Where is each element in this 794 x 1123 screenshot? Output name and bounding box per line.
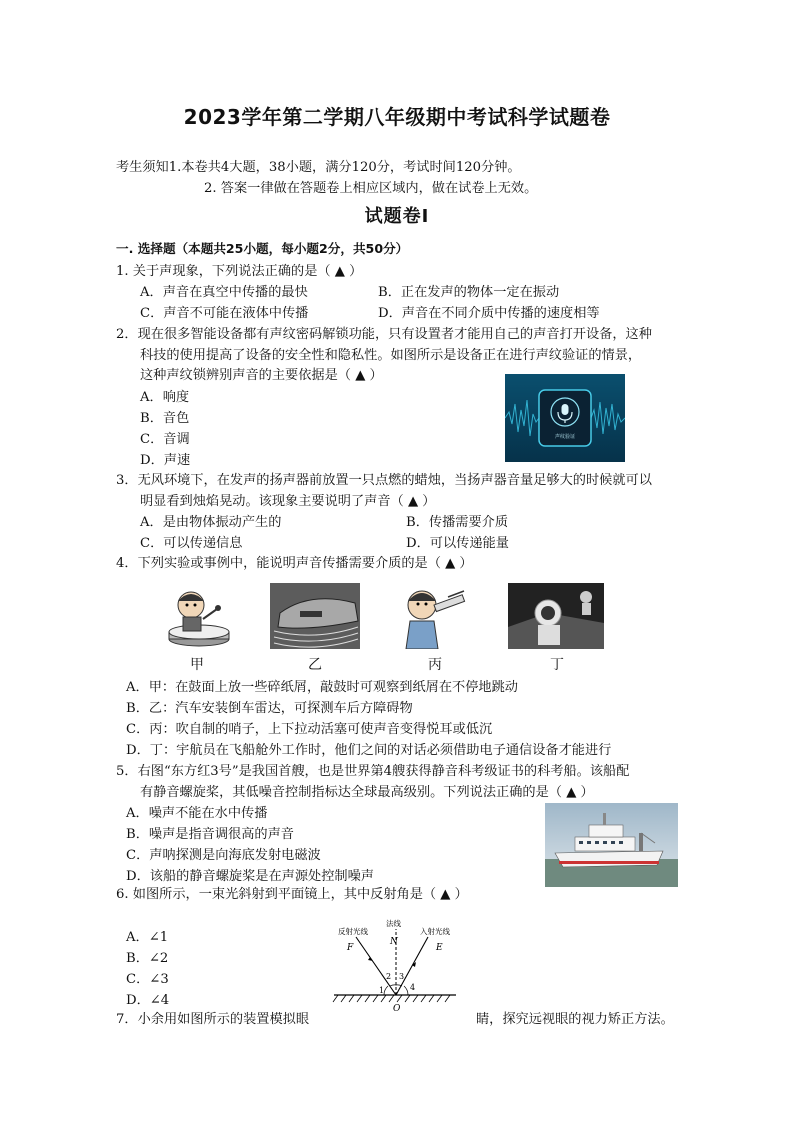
q2-option-a: A．响度 [140, 390, 190, 405]
q6-option-a: A．∠1 [126, 930, 169, 945]
q4-option-c: C．丙：吹自制的哨子，上下拉动活塞可使声音变得悦耳或低沉 [126, 722, 493, 737]
incident-ray-label: 入射光线 [420, 927, 450, 936]
angle-2: 2 [386, 972, 392, 981]
q3-stem-1: 3．无风环境下，在发声的扬声器前放置一只点燃的蜡烛，当扬声器音量足够大的时候就可以 [116, 473, 652, 488]
label-f: F [347, 943, 354, 953]
q5-option-a: A．噪声不能在水中传播 [126, 806, 268, 821]
q1-stem: 1. 关于声现象，下列说法正确的是（ ▲ ） [116, 264, 363, 279]
q4-option-b: B．乙：汽车安装倒车雷达，可探测车后方障碍物 [126, 701, 413, 716]
label-o: O [393, 1004, 401, 1013]
q4-image-ding-astronaut [508, 583, 604, 649]
q4-image-yi-car-radar [270, 583, 360, 649]
q4-image-jia-drum [163, 583, 235, 649]
q4-image-bing-whistle [398, 583, 470, 649]
reflected-ray-label: 反射光线 [338, 927, 368, 936]
q5-ship-image [545, 803, 678, 887]
label-e: E [436, 943, 443, 953]
q5-option-b: B．噪声是指音调很高的声音 [126, 827, 294, 842]
paper-subtitle: 试题卷Ⅰ [364, 206, 430, 227]
reflection-diagram [330, 915, 460, 1013]
q2-stem-2: 科技的使用提高了设备的安全性和隐私性。如图所示是设备正在进行声纹验证的情景， [140, 348, 642, 363]
exam-title: 2023学年第二学期八年级期中考试科学试题卷 [183, 105, 611, 129]
q5-option-c: C．声呐探测是向海底发射电磁波 [126, 848, 321, 863]
q2-option-b: B．音色 [140, 411, 190, 426]
angle-4: 4 [410, 983, 416, 992]
voiceprint-image [505, 374, 625, 462]
notice-line-2: 2. 答案一律做在答题卷上相应区域内，做在试卷上无效。 [204, 181, 538, 196]
notice-line-1: 考生须知1.本卷共4大题，38小题，满分120分，考试时间120分钟。 [116, 160, 521, 175]
q6-option-b: B．∠2 [126, 951, 169, 966]
q2-stem-3: 这种声纹锁辨别声音的主要依据是（ ▲ ） [140, 368, 383, 383]
q1-option-a: A．声音在真空中传播的最快 [140, 285, 308, 300]
q4-label-jia: 甲 [190, 657, 204, 673]
q2-option-d: D．声速 [140, 453, 191, 468]
q5-option-d: D．该船的静音螺旋桨是在声源处控制噪声 [126, 869, 374, 884]
q7-stem-right: 睛，探究远视眼的视力矫正方法。 [476, 1012, 674, 1027]
q4-label-yi: 乙 [308, 657, 322, 673]
q4-option-d: D．丁：宇航员在飞船舱外工作时，他们之间的对话必须借助电子通信设备才能进行 [126, 743, 612, 758]
q6-option-d: D．∠4 [126, 993, 170, 1008]
q3-stem-2: 明显看到烛焰晃动。该现象主要说明了声音（ ▲ ） [140, 494, 436, 509]
label-n: N [390, 937, 398, 947]
q3-option-d: D．可以传递能量 [406, 536, 509, 551]
q2-option-c: C．音调 [140, 432, 190, 447]
q6-option-c: C．∠3 [126, 972, 169, 987]
voiceprint-label: 声纹验证 [554, 434, 576, 440]
q1-option-d: D．声音在不同介质中传播的速度相等 [378, 306, 600, 321]
q6-stem: 6. 如图所示，一束光斜射到平面镜上，其中反射角是（ ▲ ） [116, 887, 468, 902]
q1-option-b: B．正在发声的物体一定在振动 [378, 285, 560, 300]
q7-stem-left: 7．小余用如图所示的装置模拟眼 [116, 1012, 310, 1027]
q2-stem-1: 2．现在很多智能设备都有声纹密码解锁功能，只有设置者才能用自己的声音打开设备，这种 [116, 327, 652, 342]
angle-1: 1 [379, 986, 385, 995]
q5-stem-1: 5．右图“东方红3号”是我国首艘，也是世界第4艘获得静音科考级证书的科考船。该船配 [116, 764, 630, 779]
angle-3: 3 [399, 972, 405, 981]
q3-option-a: A．是由物体振动产生的 [140, 515, 282, 530]
q3-option-b: B．传播需要介质 [406, 515, 509, 530]
q1-option-c: C．声音不可能在液体中传播 [140, 306, 309, 321]
q4-option-a: A．甲：在鼓面上放一些碎纸屑，敲鼓时可观察到纸屑在不停地跳动 [126, 680, 518, 695]
q4-label-bing: 丙 [428, 657, 442, 673]
sound-wave-graphic [505, 374, 625, 462]
q4-stem: 4．下列实验或事例中，能说明声音传播需要介质的是（ ▲ ） [116, 556, 473, 571]
normal-label: 法线 [386, 919, 401, 928]
section-heading: 一. 选择题（本题共25小题，每小题2分，共50分） [116, 241, 409, 256]
q5-stem-2: 有静音螺旋桨，其低噪音控制指标达全球最高级别。下列说法正确的是（ ▲ ） [140, 785, 594, 800]
q4-label-ding: 丁 [550, 657, 564, 673]
q3-option-c: C．可以传递信息 [140, 536, 243, 551]
